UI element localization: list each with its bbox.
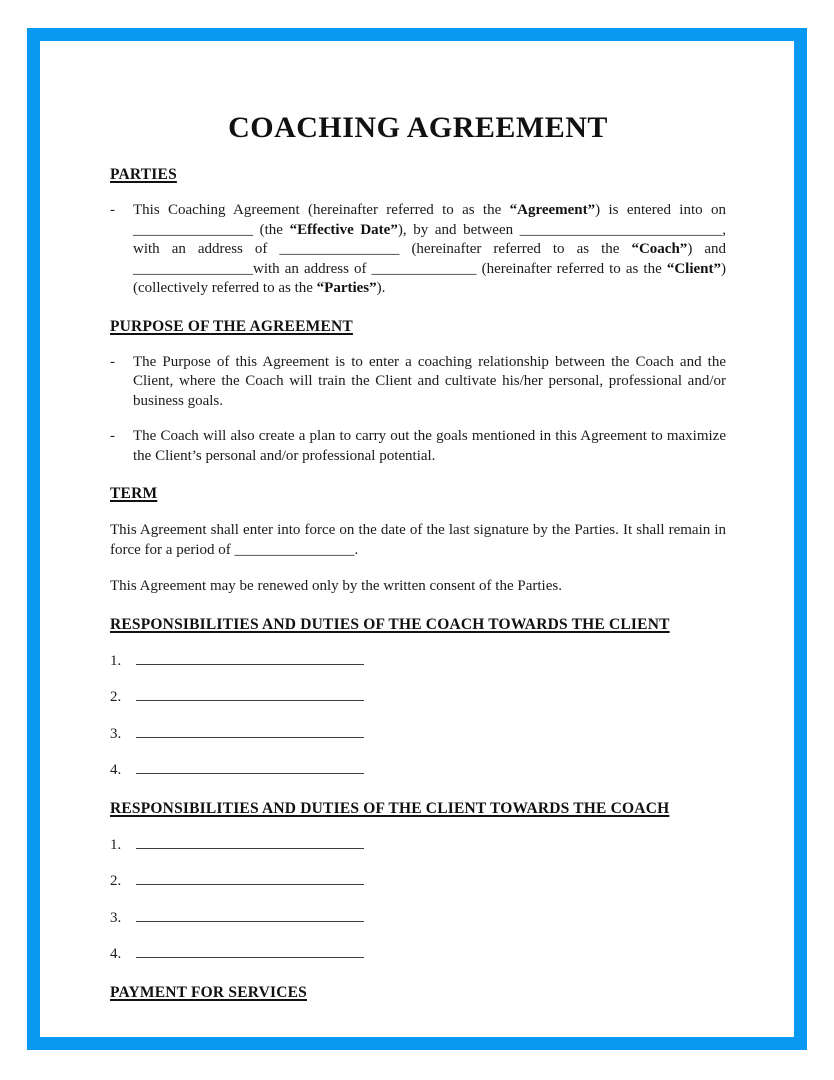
purpose-clause-2	[110, 427, 726, 466]
document-content	[110, 40, 726, 1003]
text-segment: ) is entered into on ________________ (the	[133, 202, 726, 238]
bullet-dash: -	[110, 428, 115, 444]
term-paragraph-2: This Agreement may be renewed only by the written consent of the Parties.	[110, 578, 562, 594]
section-heading-payment: PAYMENT FOR SERVICES	[110, 983, 307, 1001]
blank-line	[136, 906, 364, 922]
list-item	[110, 722, 726, 745]
text-segment: ) and ________________with an address of ______________ (hereinafter referred to as the	[133, 241, 726, 277]
item-number: 3.	[110, 725, 122, 742]
client-duties-list	[110, 833, 726, 965]
list-item	[110, 906, 726, 929]
bold-term-parties: “Parties”	[316, 280, 377, 296]
section-heading-term: TERM	[110, 485, 158, 502]
item-number: 4.	[110, 762, 122, 778]
text-segment: ), by and between ___________________________, with an address of ________________ (hereinafter referred to as the	[133, 221, 726, 257]
purpose-paragraph-1: The Purpose of this Agreement is to enter a coaching relationship between the Coach and the Client, where the Coach will train the Client and cultivate his/her personal, professional and/or business goals.	[133, 353, 726, 409]
list-item	[110, 649, 726, 672]
bullet-dash: -	[110, 353, 115, 370]
bold-term-coach: “Coach”	[631, 241, 688, 257]
blank-line	[136, 722, 364, 738]
item-number: 2.	[110, 689, 122, 705]
section-heading-coach-duties: RESPONSIBILITIES AND DUTIES OF THE COACH TOWARDS THE CLIENT	[110, 615, 670, 633]
item-number: 3.	[110, 909, 122, 926]
purpose-clause-1	[110, 353, 726, 412]
section-heading-parties: PARTIES	[110, 166, 177, 183]
list-item	[110, 833, 726, 856]
list-item	[110, 758, 726, 781]
blank-line	[136, 649, 364, 665]
item-number: 2.	[110, 873, 122, 889]
parties-clause	[110, 201, 726, 299]
text-segment: ) (collectively referred to as the	[133, 260, 726, 296]
purpose-paragraph-2: The Coach will also create a plan to carry out the goals mentioned in this Agreement to maximize the Client’s personal and/or professional potential.	[133, 428, 726, 464]
blank-line	[136, 869, 364, 885]
list-item	[110, 685, 726, 708]
text-segment: ).	[376, 280, 386, 296]
item-number: 1.	[110, 652, 122, 669]
item-number: 4.	[110, 946, 122, 962]
list-item	[110, 869, 726, 892]
blank-line	[136, 758, 364, 774]
bold-term-agreement: “Agreement”	[509, 202, 596, 218]
list-item	[110, 942, 726, 965]
section-heading-purpose: PURPOSE OF THE AGREEMENT	[110, 317, 353, 335]
coach-duties-list	[110, 649, 726, 781]
bold-term-client: “Client”	[666, 260, 721, 277]
blank-line	[136, 833, 364, 849]
document-title: COACHING AGREEMENT	[228, 111, 608, 144]
blank-line	[136, 685, 364, 701]
bold-term-effective-date: “Effective Date”	[289, 221, 398, 238]
parties-paragraph	[133, 201, 726, 299]
term-paragraph-1: This Agreement shall enter into force on the date of the last signature by the Parties. It shall remain in force for a period of ________________.	[110, 522, 726, 558]
item-number: 1.	[110, 836, 122, 853]
section-heading-client-duties: RESPONSIBILITIES AND DUTIES OF THE CLIENT TOWARDS THE COACH	[110, 799, 670, 817]
text-segment: This Coaching Agreement (hereinafter referred to as the	[133, 202, 510, 218]
blank-line	[136, 942, 364, 958]
bullet-dash: -	[110, 202, 115, 218]
